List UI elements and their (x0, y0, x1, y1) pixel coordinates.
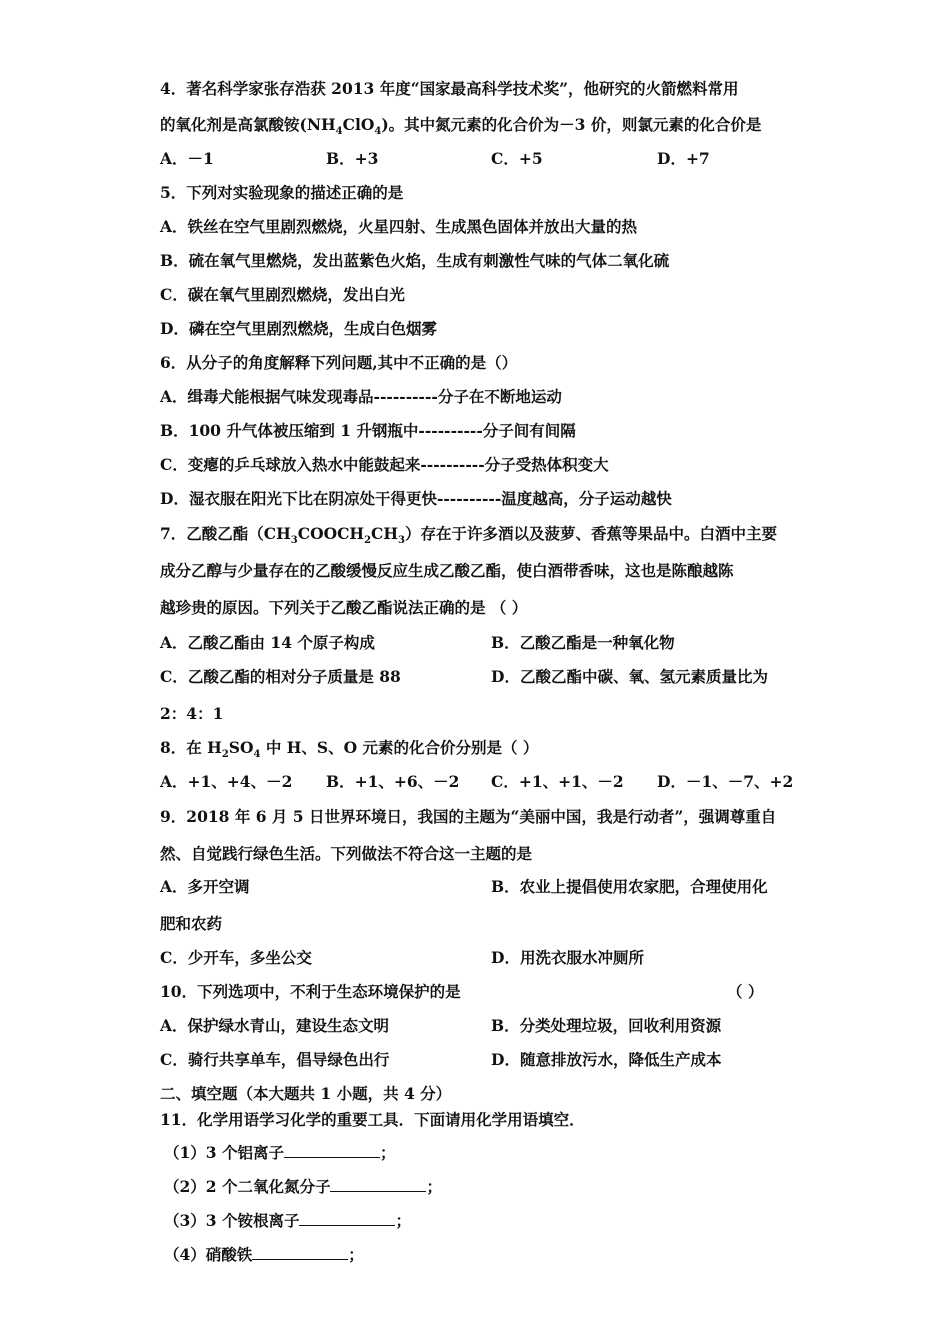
q11-item-label: （3）3 个铵根离子 (164, 1211, 300, 1230)
q10-option-d: D．随意排放污水，降低生产成本 (491, 1050, 722, 1069)
q11-stem: 11．化学用语学习化学的重要工具．下面请用化学用语填空． (160, 1110, 585, 1129)
answer-blank[interactable] (299, 1211, 395, 1226)
q5-stem: 5．下列对实验现象的描述正确的是 (160, 183, 404, 202)
subscript: 2 (364, 535, 372, 547)
q4-text: ClO (342, 115, 375, 134)
q9-option-b-cont: 肥和农药 (160, 914, 223, 933)
q10-answer-paren: （ ） (727, 982, 764, 1001)
q9-stem-line1: 9．2018 年 6 月 5 日世界环境日，我国的主题为“美丽中国，我是行动者”，强调尊重自 (160, 807, 777, 826)
q11-item-1 (164, 1143, 395, 1163)
q9-option-c: C．少开车，多坐公交 (160, 948, 312, 967)
q5-option-b: B．硫在氧气里燃烧，发出蓝紫色火焰，生成有刺激性气味的气体二氧化硫 (160, 251, 670, 270)
q6-option-d: D．湿衣服在阳光下比在阴凉处干得更快----------温度越高，分子运动越快 (160, 489, 672, 508)
q11-item-label: （2）2 个二氧化氮分子 (164, 1177, 331, 1196)
q11-item-2 (164, 1177, 442, 1197)
q9-option-b: B．农业上提倡使用农家肥，合理使用化 (491, 877, 768, 896)
subscript: 4 (374, 126, 382, 138)
q7-text: CH (371, 524, 399, 543)
q11-item-3 (164, 1211, 411, 1231)
q4-text: 的氧化剂是高氯酸铵(NH (160, 115, 336, 134)
q7-text: ）存在于许多酒以及菠萝、香蕉等果品中。白酒中主要 (405, 524, 778, 543)
q11-item-end: ； (426, 1177, 442, 1196)
subscript: 4 (335, 126, 343, 138)
q6-stem: 6．从分子的角度解释下列问题,其中不正确的是（） (160, 353, 518, 372)
q11-item-end: ； (348, 1245, 364, 1264)
q7-text: 7．乙酸乙酯（CH (160, 524, 291, 543)
q4-stem-line1: 4．著名科学家张存浩获 2013 年度“国家最高科学技术奖”，他研究的火箭燃料常用 (160, 79, 739, 98)
q9-stem-line2: 然、自觉践行绿色生活。下列做法不符合这一主题的是 (160, 844, 533, 863)
q8-text: 8．在 H (160, 738, 222, 757)
q4-option-d: D．+7 (657, 149, 710, 168)
q7-option-d-cont: 2：4：1 (160, 704, 224, 723)
section-heading: 二、填空题（本大题共 1 小题，共 4 分） (160, 1084, 452, 1103)
q6-option-b: B．100 升气体被压缩到 1 升钢瓶中----------分子间有间隔 (160, 421, 576, 440)
q10-option-a: A．保护绿水青山，建设生态文明 (160, 1016, 390, 1035)
q8-option-b: B．+1、+6、－2 (326, 772, 460, 791)
q11-item-end: ； (395, 1211, 411, 1230)
q10-stem: 10．下列选项中，不利于生态环境保护的是 (160, 982, 461, 1001)
q4-stem-line2 (160, 115, 762, 138)
q8-option-a: A．+1、+4、－2 (160, 772, 293, 791)
q11-item-label: （4）硝酸铁 (164, 1245, 253, 1264)
q8-option-c: C．+1、+1、－2 (491, 772, 624, 791)
q5-option-d: D．磷在空气里剧烈燃烧，生成白色烟雾 (160, 319, 437, 338)
q10-option-c: C．骑行共享单车，倡导绿色出行 (160, 1050, 390, 1069)
q7-option-b: B．乙酸乙酯是一种氧化物 (491, 633, 675, 652)
q8-text: 中 H、S、O 元素的化合价分别是（ ） (260, 738, 539, 757)
q8-text: SO (228, 738, 254, 757)
q6-option-c: C．变瘪的乒乓球放入热水中能鼓起来----------分子受热体积变大 (160, 455, 609, 474)
q9-option-a: A．多开空调 (160, 877, 250, 896)
subscript: 3 (398, 535, 405, 547)
q4-option-a: A．－1 (160, 149, 214, 168)
q4-option-c: C．+5 (491, 149, 543, 168)
q9-option-d: D．用洗衣服水冲厕所 (491, 948, 644, 967)
q7-text: COOCH (297, 524, 365, 543)
q7-stem-line1 (160, 524, 778, 547)
q8-stem (160, 738, 539, 761)
q7-stem-line3: 越珍贵的原因。下列关于乙酸乙酯说法正确的是 （ ） (160, 598, 528, 617)
q11-item-label: （1）3 个铝离子 (164, 1143, 284, 1162)
answer-blank[interactable] (284, 1143, 380, 1158)
subscript: 4 (253, 749, 261, 761)
q7-option-c: C．乙酸乙酯的相对分子质量是 88 (160, 667, 401, 686)
q7-option-d: D．乙酸乙酯中碳、氧、氢元素质量比为 (491, 667, 768, 686)
q7-stem-line2: 成分乙醇与少量存在的乙酸缓慢反应生成乙酸乙酯，使白酒带香味，这也是陈酿越陈 (160, 561, 734, 580)
q5-option-a: A．铁丝在空气里剧烈燃烧，火星四射、生成黑色固体并放出大量的热 (160, 217, 638, 236)
q4-option-b: B．+3 (326, 149, 379, 168)
q4-text: )。其中氮元素的化合价为－3 价，则氯元素的化合价是 (381, 115, 762, 134)
q11-item-end: ； (379, 1143, 396, 1162)
q11-item-4 (164, 1245, 364, 1265)
subscript: 2 (221, 749, 229, 761)
q10-option-b: B．分类处理垃圾，回收利用资源 (491, 1016, 722, 1035)
q8-option-d: D．－1、－7、+2 (657, 772, 794, 791)
q7-option-a: A．乙酸乙酯由 14 个原子构成 (160, 633, 375, 652)
answer-blank[interactable] (330, 1177, 426, 1192)
q5-option-c: C．碳在氧气里剧烈燃烧，发出白光 (160, 285, 405, 304)
q6-option-a: A．缉毒犬能根据气味发现毒品----------分子在不断地运动 (160, 387, 562, 406)
subscript: 3 (290, 535, 298, 547)
answer-blank[interactable] (252, 1245, 348, 1260)
